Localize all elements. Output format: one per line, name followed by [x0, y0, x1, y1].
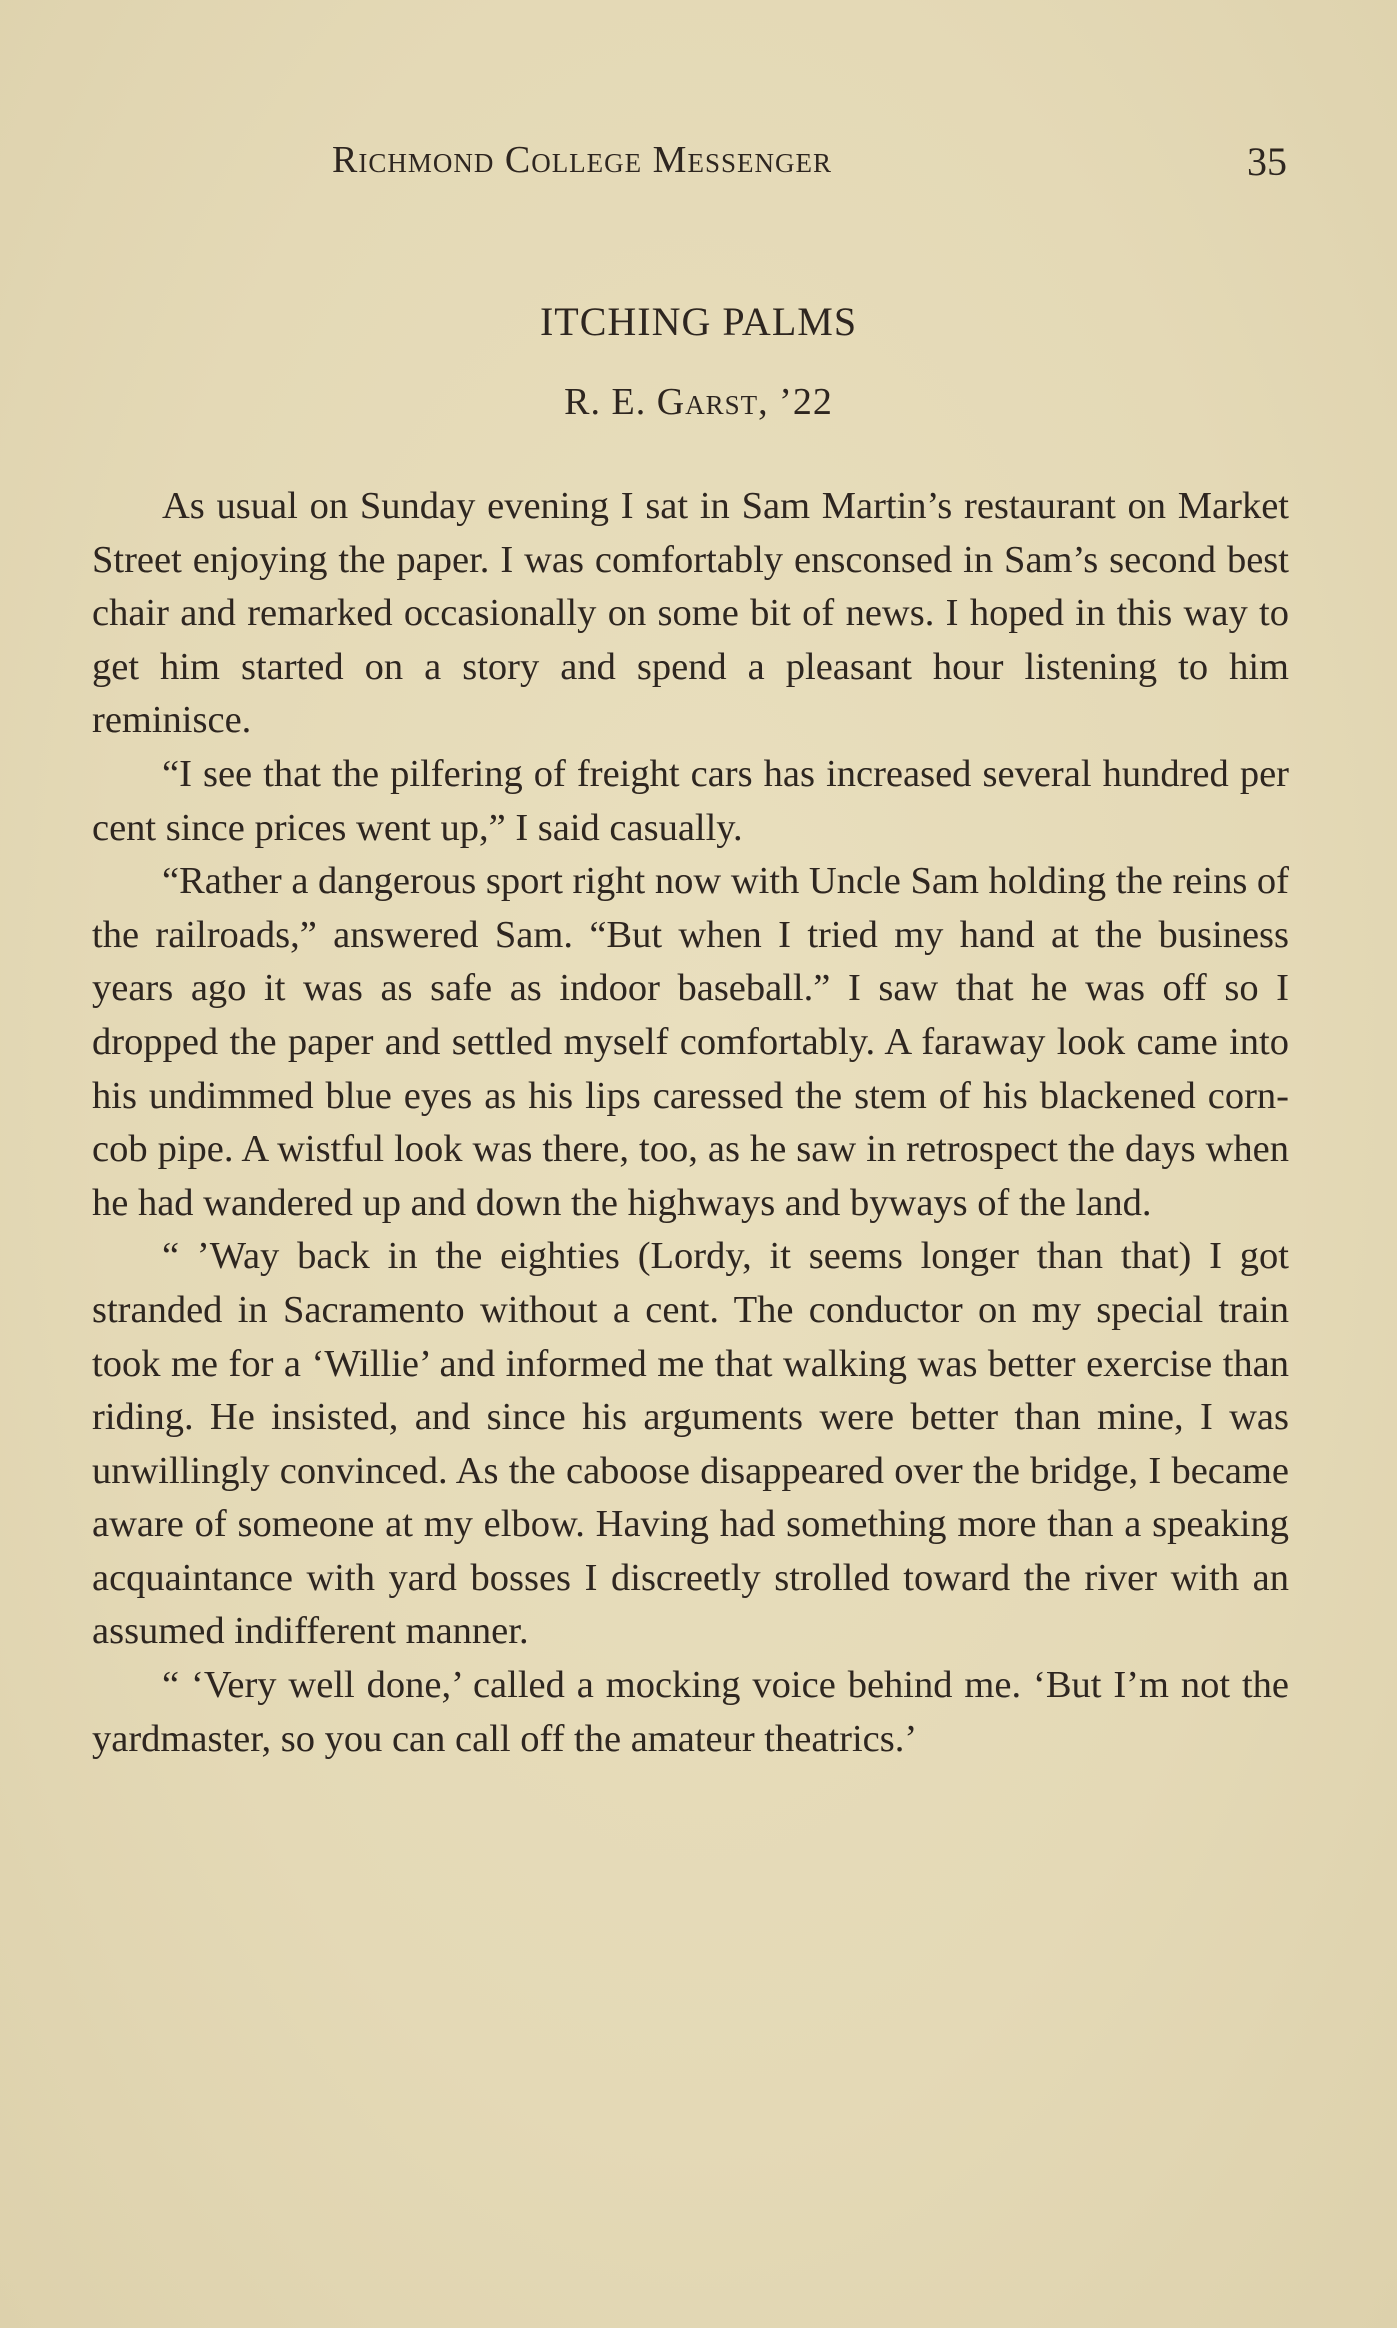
paragraph: As usual on Sunday evening I sat in Sam Martin’s restaurant on Market Street enjoying the paper. I was comfortably ensconsed in Sam’s second best chair and remarked occasionally on some bit of news. I hoped in this way to get him started on a story and spend a pleasant hour listening to him reminisce.	[92, 485, 1289, 742]
article-body	[92, 480, 1289, 1766]
article-author: R. E. Garst, ’22	[564, 381, 833, 423]
paragraph: “Rather a dangerous sport right now with Uncle Sam holding the reins of the railroads,” answered Sam. “But when I tried my hand at the business years ago it was as safe as indoor baseball.” I saw that he was off so I dropped the paper and settled myself comfortably. A faraway look came into his undimmed blue eyes as his lips caressed the stem of his blackened corn-cob pipe. A wistful look was there, too, as he saw in retrospect the days when he had wandered up and down the highways and byways of the land.	[92, 860, 1289, 1224]
paragraph: “ ’Way back in the eighties (Lordy, it seems longer than that) I got stranded in Sacramento without a cent. The conductor on my special train took me for a ‘Willie’ and informed me that walking was better exercise than riding. He insisted, and since his arguments were better than mine, I was unwillingly convinced. As the caboose disappeared over the bridge, I became aware of someone at my elbow. Having had something more than a speaking acquaintance with yard bosses I discreetly strolled toward the river with an assumed indifferent manner.	[92, 1235, 1289, 1653]
paragraph: “ ‘Very well done,’ called a mocking voice behind me. ‘But I’m not the yardmaster, so you can call off the amateur theatrics.’	[92, 1664, 1289, 1760]
journal-title: Richmond College Messenger	[332, 139, 832, 181]
running-head	[332, 138, 1287, 198]
paragraph: “I see that the pilfering of freight cars has increased several hundred per cent since prices went up,” I said casually.	[92, 752, 1289, 849]
article-title: ITCHING PALMS	[539, 299, 858, 344]
page-number: 35	[1247, 139, 1287, 184]
